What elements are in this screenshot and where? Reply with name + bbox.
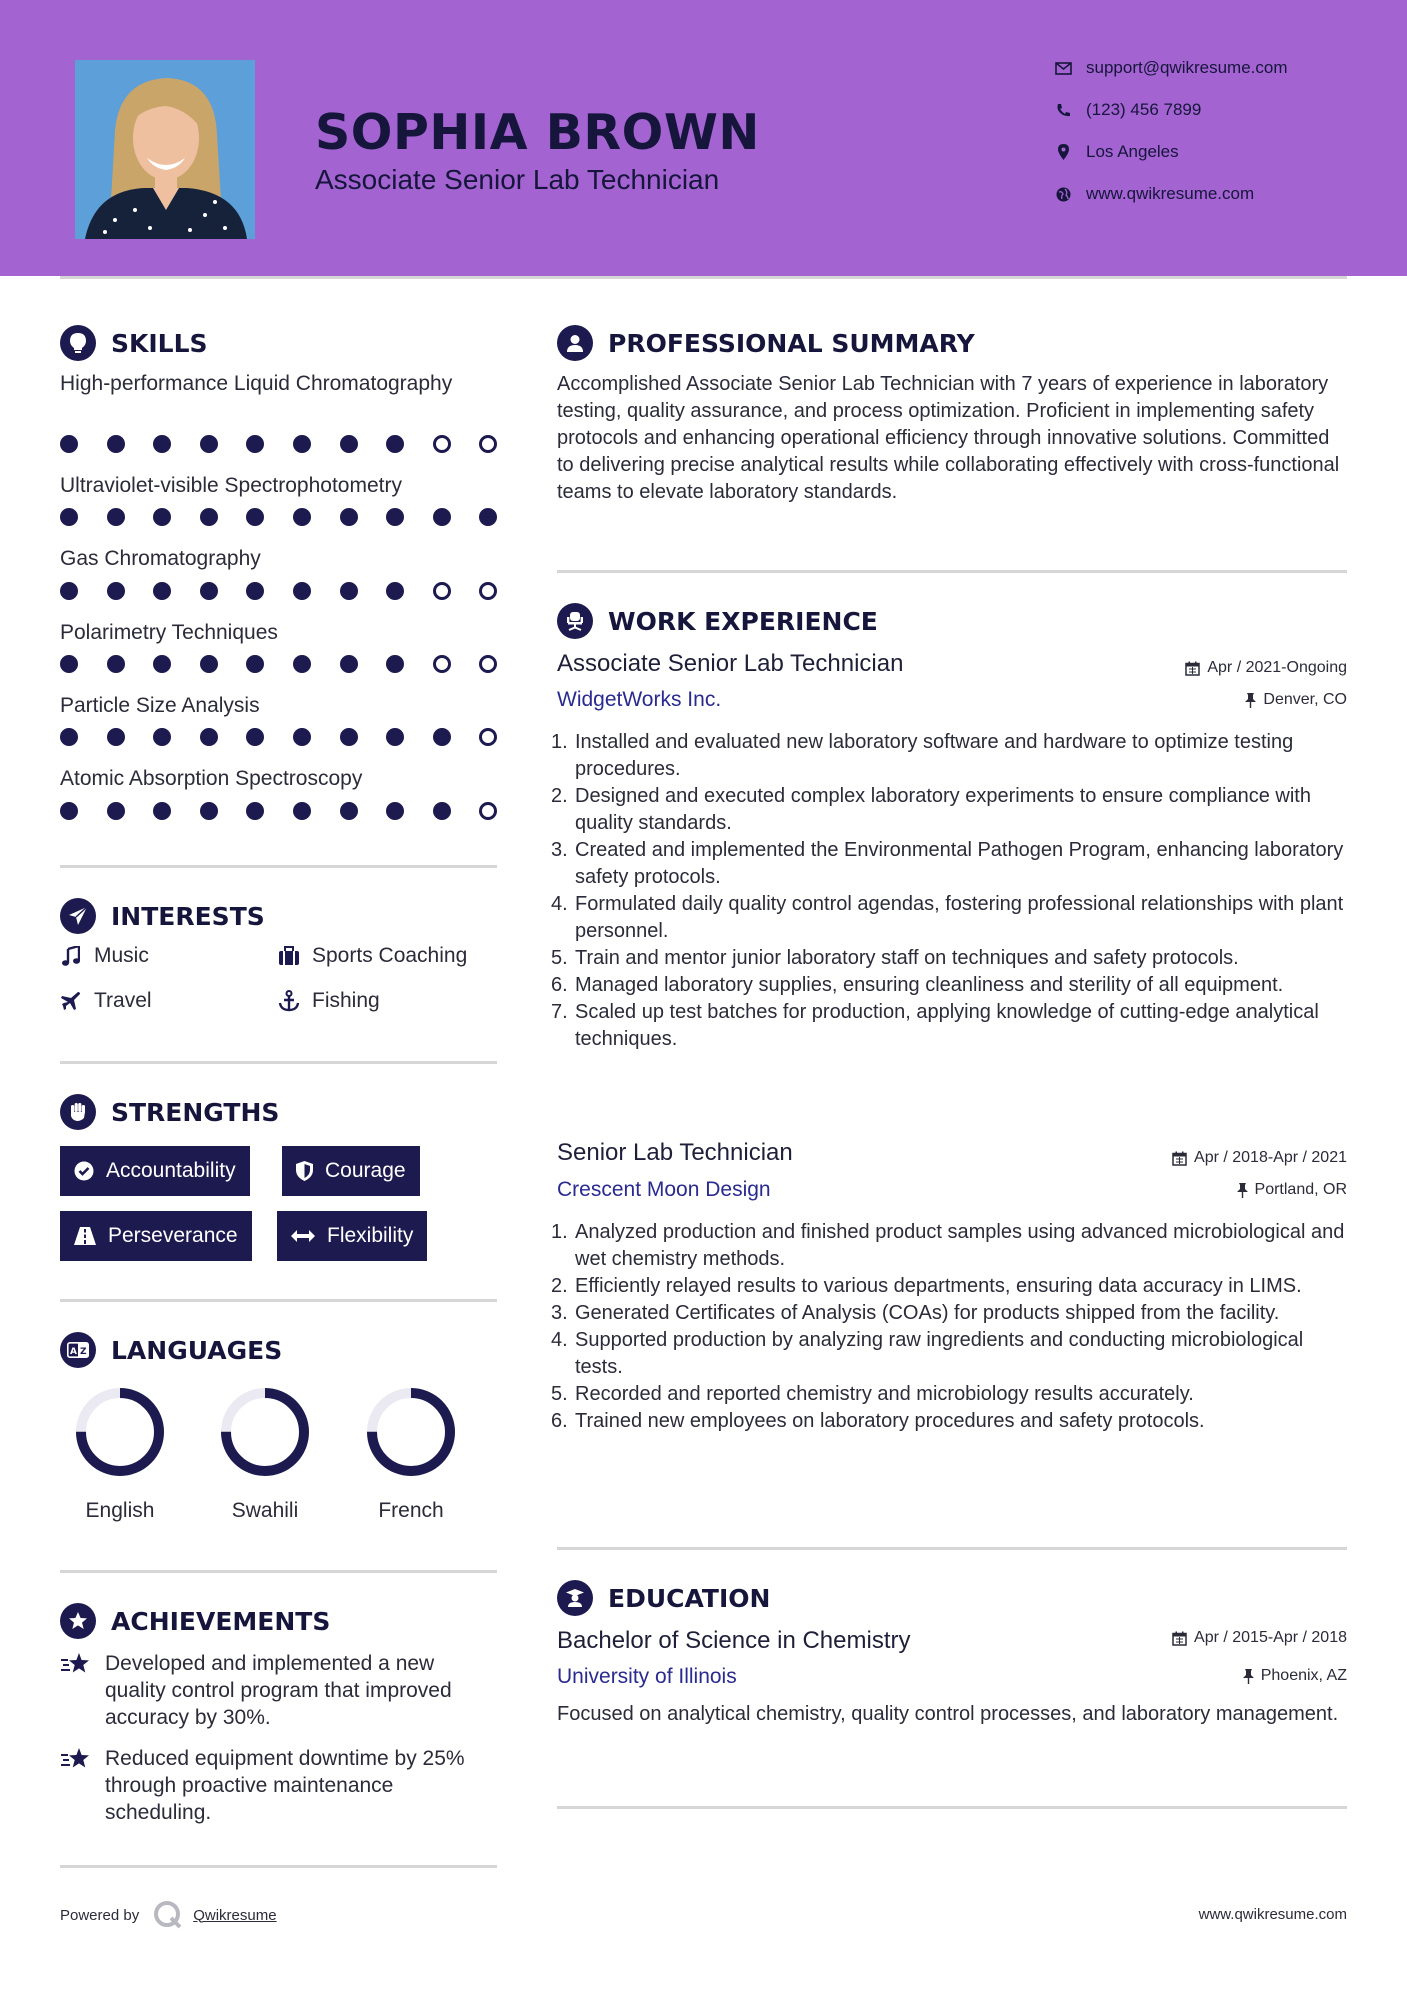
education-school: University of Illinois — [557, 1665, 737, 1688]
candidate-title: Associate Senior Lab Technician — [315, 164, 720, 195]
rating-dot-filled — [153, 508, 171, 526]
interests-heading: INTERESTS — [60, 898, 265, 934]
rating-dot-filled — [107, 728, 125, 746]
rating-dot-filled — [246, 655, 264, 673]
job-dates: Apr / 2021-Ongoing — [1185, 659, 1347, 677]
section-divider — [557, 1806, 1347, 1809]
rating-dot-empty — [479, 802, 497, 820]
language-progress-ring — [351, 1386, 471, 1478]
rating-dot-filled — [293, 728, 311, 746]
rating-dot-filled — [60, 435, 78, 453]
education-dates: Apr / 2015-Apr / 2018 — [1172, 1629, 1347, 1647]
footer-brand-link[interactable]: Qwikresume — [193, 1906, 277, 1924]
rating-dot-filled — [386, 655, 404, 673]
rating-dot-empty — [479, 655, 497, 673]
rating-dot-filled — [153, 802, 171, 820]
rating-dot-filled — [200, 728, 218, 746]
skill-name: Ultraviolet-visible Spectrophotometry — [60, 474, 402, 497]
job-bullet-item: 5. Train and mentor junior laboratory staff on techniques and safety protocols. — [551, 947, 1239, 969]
interest-item: Fishing — [278, 989, 380, 1013]
shield-icon — [296, 1161, 313, 1181]
achievement-item: Developed and implemented a new quality control program that improved accuracy by 30%. — [60, 1650, 500, 1731]
job-bullet-item: 3. Generated Certificates of Analysis (COAs) for products shipped from the facility. — [551, 1302, 1280, 1324]
calendar-icon — [1172, 1151, 1187, 1166]
section-divider — [557, 1547, 1347, 1550]
rating-dot-empty — [479, 582, 497, 600]
location-pin-icon — [1050, 142, 1076, 162]
language-progress-ring — [205, 1386, 325, 1478]
job-company: WidgetWorks Inc. — [557, 688, 722, 711]
strength-chip: Accountability — [60, 1146, 250, 1196]
contact-location: Los Angeles — [1050, 142, 1179, 162]
rating-dot-empty — [479, 435, 497, 453]
music-note-icon — [60, 946, 82, 966]
language-label: Swahili — [231, 1499, 299, 1522]
envelope-icon — [1050, 58, 1076, 78]
job-bullet-item: 5. Recorded and reported chemistry and microbiology results accurately. — [551, 1383, 1194, 1405]
summary-heading: PROFESSIONAL SUMMARY — [557, 325, 975, 361]
skill-rating — [60, 655, 526, 673]
language-item — [351, 1386, 471, 1523]
rating-dot-filled — [293, 802, 311, 820]
rating-dot-filled — [200, 582, 218, 600]
achievement-item: Reduced equipment downtime by 25% through proactive maintenance scheduling. — [60, 1745, 500, 1826]
job-bullet-item: 4. Supported production by analyzing raw ingredients and conducting microbiological tests. — [551, 1329, 1304, 1378]
interest-item: Travel — [60, 989, 152, 1013]
skill-rating — [60, 582, 526, 600]
calendar-icon — [1185, 661, 1200, 676]
rating-dot-filled — [200, 802, 218, 820]
rating-dot-filled — [107, 435, 125, 453]
rating-dot-filled — [60, 802, 78, 820]
job-bullet-item: 1. Installed and evaluated new laboratory software and hardware to optimize testing procedures. — [551, 731, 1294, 780]
strength-chip: Flexibility — [277, 1211, 427, 1261]
job-bullets — [551, 729, 1347, 1053]
language-label: French — [378, 1499, 444, 1522]
job-bullet-item: 7. Scaled up test batches for production, applying knowledge of cutting-edge analytical techniques. — [551, 1001, 1319, 1050]
rating-dot-filled — [60, 728, 78, 746]
rating-dot-filled — [293, 655, 311, 673]
job-bullet-item: 6. Managed laboratory supplies, ensuring cleanliness and sterility of all equipment. — [551, 974, 1284, 996]
job-bullet-item: 1. Analyzed production and finished product samples using advanced microbiological and wet chemistry methods. — [551, 1221, 1345, 1270]
summary-text: Accomplished Associate Senior Lab Technician with 7 years of experience in laboratory testing, quality assurance, and process optimization. Proficient in implementing safety protocols and enhancing operational efficiency through innovative solutions. Committed to delivering precise analytical results while collaborating effectively with cross-functional teams to elevate laboratory standards. — [557, 373, 1340, 503]
profile-photo — [75, 60, 255, 239]
rating-dot-filled — [107, 655, 125, 673]
rating-dot-filled — [153, 582, 171, 600]
section-divider — [557, 570, 1347, 573]
skill-rating — [60, 728, 526, 746]
svg-text:Z: Z — [80, 1347, 87, 1357]
rating-dot-filled — [107, 508, 125, 526]
job-company: Crescent Moon Design — [557, 1178, 771, 1201]
experience-heading: WORK EXPERIENCE — [557, 603, 878, 639]
rating-dot-filled — [293, 508, 311, 526]
job-bullet-item: 6. Trained new employees on laboratory procedures and safety protocols. — [551, 1410, 1205, 1432]
section-divider — [60, 1570, 497, 1573]
office-chair-icon — [557, 603, 593, 639]
footer-website[interactable]: www.qwikresume.com — [1198, 1906, 1347, 1923]
rating-dot-filled — [60, 655, 78, 673]
rating-dot-filled — [479, 508, 497, 526]
shooting-star-icon — [60, 1745, 92, 1826]
language-item — [205, 1386, 325, 1523]
calendar-icon — [1172, 1631, 1187, 1646]
shooting-star-icon — [60, 1650, 92, 1731]
language-icon — [60, 1332, 96, 1368]
svg-text:A: A — [70, 1347, 77, 1357]
resume-header — [0, 0, 1407, 276]
job-title: Associate Senior Lab Technician — [557, 650, 904, 677]
section-divider — [60, 1299, 497, 1302]
job-title: Senior Lab Technician — [557, 1139, 793, 1166]
footer-powered-by: Powered by Qwikresume — [60, 1900, 277, 1930]
user-icon — [557, 325, 593, 361]
skill-rating — [60, 435, 526, 453]
section-divider — [60, 1865, 497, 1868]
languages-heading: A Z LANGUAGES — [60, 1332, 282, 1368]
contact-website[interactable]: www.qwikresume.com — [1050, 184, 1254, 204]
job-bullet-item: 3. Created and implemented the Environmental Pathogen Program, enhancing laboratory safety protocols. — [551, 839, 1344, 888]
paper-plane-icon — [60, 898, 96, 934]
rating-dot-filled — [340, 582, 358, 600]
strengths-heading: STRENGTHS — [60, 1094, 279, 1130]
education-heading: EDUCATION — [557, 1580, 770, 1616]
education-description: Focused on analytical chemistry, quality control processes, and laboratory management. — [557, 1703, 1339, 1725]
rating-dot-empty — [433, 435, 451, 453]
rating-dot-filled — [153, 435, 171, 453]
section-divider — [60, 1061, 497, 1064]
graduate-icon — [557, 1580, 593, 1616]
rating-dot-filled — [200, 435, 218, 453]
skill-name: Gas Chromatography — [60, 547, 261, 570]
rating-dot-filled — [246, 728, 264, 746]
rating-dot-empty — [433, 655, 451, 673]
rating-dot-filled — [386, 802, 404, 820]
rating-dot-filled — [386, 435, 404, 453]
arrows-horizontal-icon — [291, 1230, 315, 1242]
fist-icon — [60, 1094, 96, 1130]
rating-dot-filled — [386, 508, 404, 526]
job-location: Denver, CO — [1245, 691, 1347, 709]
rating-dot-filled — [246, 802, 264, 820]
skill-name: Polarimetry Techniques — [60, 621, 278, 644]
rating-dot-filled — [200, 508, 218, 526]
qwikresume-logo-icon — [153, 1900, 183, 1930]
rating-dot-filled — [60, 582, 78, 600]
language-progress-ring — [60, 1386, 180, 1478]
pushpin-icon — [1245, 693, 1256, 708]
rating-dot-filled — [293, 435, 311, 453]
rating-dot-filled — [340, 802, 358, 820]
header-divider — [60, 276, 1347, 279]
briefcase-icon — [278, 946, 300, 966]
rating-dot-filled — [386, 582, 404, 600]
rating-dot-filled — [340, 508, 358, 526]
skills-heading: SKILLS — [60, 325, 208, 361]
rating-dot-empty — [479, 728, 497, 746]
skill-name: High-performance Liquid Chromatography — [60, 372, 453, 395]
phone-icon — [1050, 100, 1076, 120]
rating-dot-filled — [340, 435, 358, 453]
job-bullet-item: 2. Designed and executed complex laboratory experiments to ensure compliance with quality standards. — [551, 785, 1311, 834]
rating-dot-filled — [200, 655, 218, 673]
education-degree: Bachelor of Science in Chemistry — [557, 1627, 911, 1654]
road-icon — [74, 1227, 96, 1245]
skill-rating — [60, 508, 526, 526]
rating-dot-filled — [246, 508, 264, 526]
check-circle-icon — [74, 1161, 94, 1181]
pushpin-icon — [1237, 1183, 1248, 1198]
skill-name: Atomic Absorption Spectroscopy — [60, 767, 363, 790]
job-location: Portland, OR — [1237, 1181, 1347, 1199]
section-divider — [60, 865, 497, 868]
lightbulb-icon — [60, 325, 96, 361]
airplane-icon — [60, 991, 82, 1011]
anchor-icon — [278, 990, 300, 1012]
rating-dot-filled — [340, 655, 358, 673]
rating-dot-filled — [293, 582, 311, 600]
achievements-heading: ACHIEVEMENTS — [60, 1603, 330, 1639]
interest-item: Sports Coaching — [278, 944, 467, 968]
strength-chip: Perseverance — [60, 1211, 252, 1261]
job-bullet-item: 2. Efficiently relayed results to various departments, ensuring data accuracy in LIMS. — [551, 1275, 1302, 1297]
rating-dot-filled — [433, 728, 451, 746]
rating-dot-filled — [340, 728, 358, 746]
rating-dot-filled — [386, 728, 404, 746]
rating-dot-filled — [153, 728, 171, 746]
rating-dot-filled — [60, 508, 78, 526]
job-dates: Apr / 2018-Apr / 2021 — [1172, 1149, 1347, 1167]
rating-dot-filled — [433, 508, 451, 526]
strength-chip: Courage — [282, 1146, 420, 1196]
rating-dot-filled — [246, 435, 264, 453]
skill-rating — [60, 802, 526, 820]
interest-item: Music — [60, 944, 149, 968]
language-label: English — [85, 1499, 155, 1522]
star-badge-icon — [60, 1603, 96, 1639]
job-bullet-item: 4. Formulated daily quality control agendas, fostering professional relationships with plant personnel. — [551, 893, 1344, 942]
contact-email[interactable]: support@qwikresume.com — [1050, 58, 1288, 78]
pushpin-icon — [1243, 1669, 1254, 1684]
rating-dot-filled — [107, 582, 125, 600]
contact-phone[interactable]: (123) 456 7899 — [1050, 100, 1201, 120]
rating-dot-filled — [246, 582, 264, 600]
candidate-name: SOPHIA BROWN — [315, 104, 760, 161]
rating-dot-filled — [433, 802, 451, 820]
skill-name: Particle Size Analysis — [60, 694, 260, 717]
language-item — [60, 1386, 180, 1523]
rating-dot-empty — [433, 582, 451, 600]
education-location: Phoenix, AZ — [1243, 1667, 1347, 1685]
rating-dot-filled — [107, 802, 125, 820]
job-bullets — [551, 1219, 1347, 1435]
globe-icon — [1050, 184, 1076, 204]
rating-dot-filled — [153, 655, 171, 673]
